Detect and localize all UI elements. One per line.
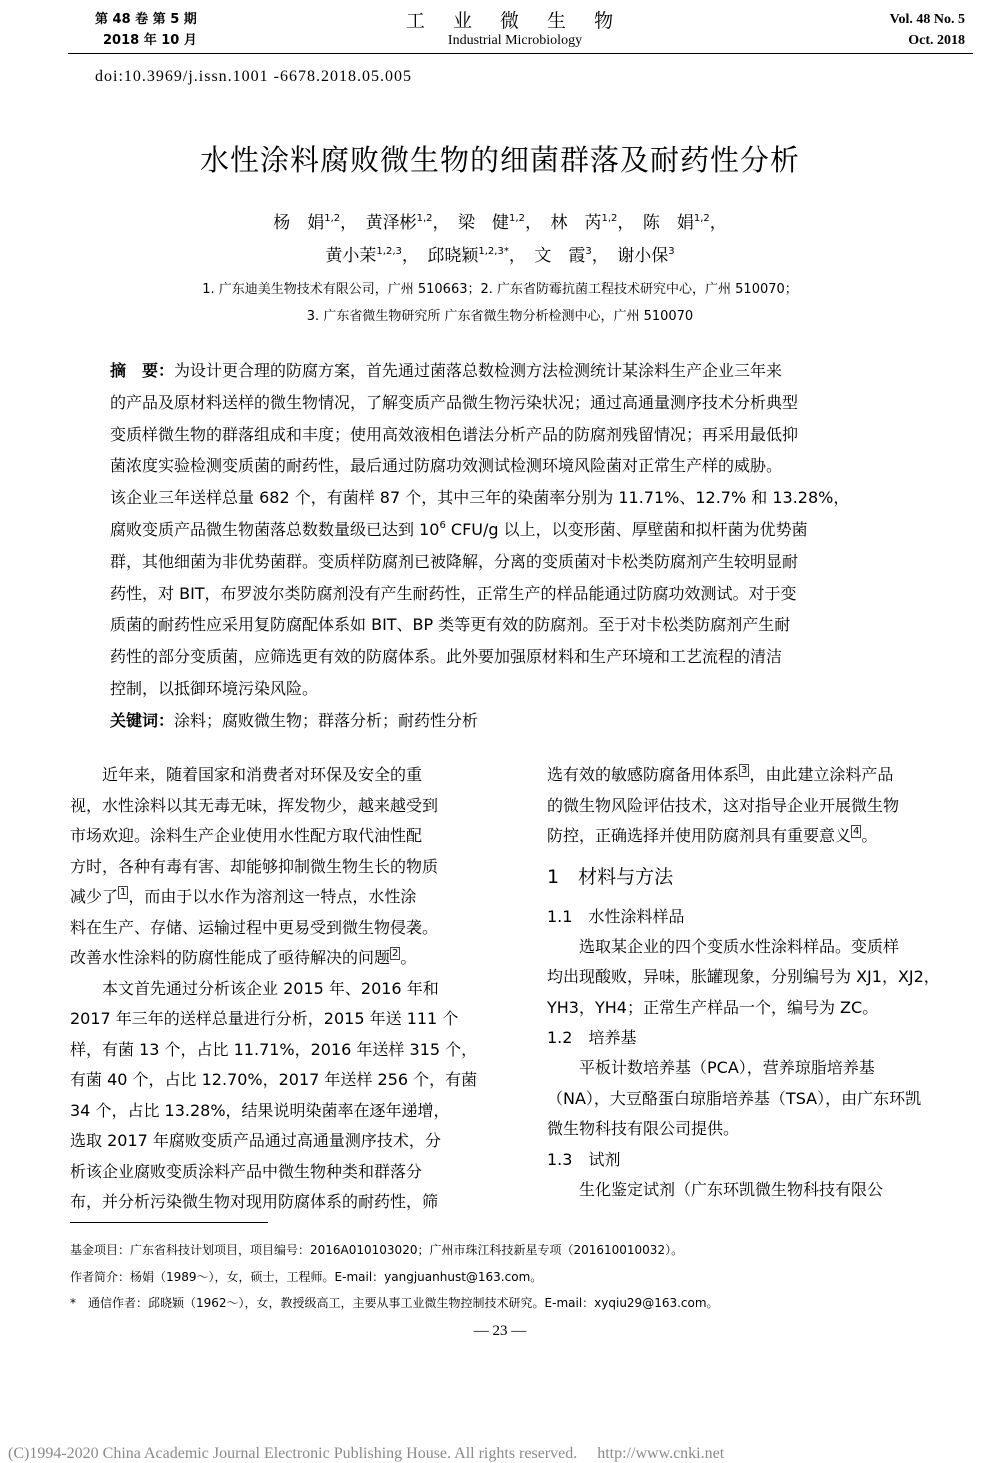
body-text-line: 的微生物风险评估技术，这对指导企业开展微生物 [547, 795, 900, 815]
footnote-rule [70, 1222, 268, 1223]
authors-line-1: 杨 娟$^{1,2}$， 黄泽彬$^{1,2}$， 梁 健$^{1,2}$， 林 芮$^{1,2}$， 陈 娟$^{1,2}$， [273, 213, 727, 233]
citation-mark: 1 [120, 887, 127, 898]
abstract-line: 摘 要：为设计更合理的防腐方案，首先通过菌落总数检测方法检测统计某涂料生产企业三年来 [110, 361, 783, 380]
header-journal-cn: 工 业 微 生 物 [405, 10, 625, 32]
affiliation-line-2: 3. 广东省微生物研究所 广东省微生物分析检测中心，广州 510070 [306, 309, 694, 324]
body-text-line: 视，水性涂料以其无毒无味，挥发物少，越来越受到 [70, 795, 439, 815]
body-text-line: 本文首先通过分析该企业 2015 年、2016 年和 [70, 978, 439, 998]
keywords-line [110, 708, 849, 740]
copyright-notice: (C)1994-2020 China Academic Journal Electronic Publishing House. All rights reserved. http://www.cnki.net [8, 1445, 725, 1462]
header-journal-en: Industrial Microbiology [447, 33, 583, 48]
right-column [547, 760, 987, 1205]
abstract-line: 质菌的耐药性应采用复防腐配体系如 BIT、BP 类等更有效的防腐剂。至于对卡松类防腐剂产生耐 [110, 615, 791, 635]
body-text-line: 选取某企业的四个变质水性涂料样品。变质样 [547, 936, 900, 956]
left-column [70, 760, 515, 1218]
author-affiliation-mark: 1,2 [693, 213, 710, 224]
author-name: 谢小保 [617, 246, 669, 266]
citation-mark: 4 [853, 826, 860, 837]
abstract-line: 菌浓度实验检测变质菌的耐药性，最后通过防腐功效测试检测环境风险菌对正常生产样的威胁。 [110, 456, 783, 476]
header-rule [68, 53, 973, 54]
author-name: 黄小茉 [325, 246, 377, 266]
body-text-line: （NA），大豆酪蛋白琼脂培养基（TSA），由广东环凯 [547, 1088, 922, 1108]
author-name: 邱晓颖 [427, 246, 479, 266]
citation-mark: 3 [741, 765, 748, 776]
author-affiliation-mark: 1,2,3* [478, 246, 509, 257]
body-text-line: 选有效的敏感防腐备用体系 $^3$ ，由此建立涂料产品 [547, 765, 894, 784]
page-number: — 23 — [473, 1323, 527, 1339]
author-name: 黄泽彬 [365, 213, 417, 233]
abstract-line: 腐败变质产品微生物菌落总数数量级已达到 $10^6$ CFU/g 以上，以变形菌、厚壁菌和拟杆菌为优势菌 [110, 519, 808, 539]
abstract-line: 控制，以抵御环境污染风险。 [110, 678, 319, 698]
abstract-line: 药性，对 BIT，布罗波尔类防腐剂没有产生耐药性，正常生产的样品能通过防腐功效测试。对于变 [110, 583, 797, 603]
body-text-line: 选取 2017 年腐败变质产品通过高通量测序技术，分 [70, 1131, 441, 1150]
author-name: 林 芮 [550, 213, 602, 233]
author-name: 陈 娟 [642, 213, 694, 233]
abstract-label: 摘 要： [110, 361, 175, 380]
body-text-line: 样，有菌 13 个，占比 11.71%，2016 年送样 315 个， [70, 1039, 478, 1059]
body-text-line: 布，并分析污染微生物对现用防腐体系的耐药性，筛 [70, 1192, 439, 1211]
abstract-line: 变质样微生物的群落组成和丰度；使用高效液相色谱法分析产品的防腐剂残留情况；再采用最低抑 [110, 424, 799, 444]
keywords-label: 关键词： [110, 710, 175, 730]
header-volume-en: Vol. 48 No. 5 [889, 12, 965, 27]
author-name: 梁 健 [458, 213, 510, 233]
footnote-author-bio: 作者简介：杨娟（1989～），女，硕士，工程师。E-mail：yangjuanhust@163.com。 [70, 1270, 543, 1284]
body-text-line: 34 个，占比 13.28%，结果说明染菌率在逐年递增， [70, 1100, 450, 1120]
body-text-line: 生化鉴定试剂（广东环凯微生物科技有限公 [547, 1179, 884, 1199]
doi: doi:10.3969/j.issn.1001 -6678.2018.05.005 [95, 68, 413, 85]
author-name: 文 霞 [534, 246, 586, 266]
body-text-line: 市场欢迎。涂料生产企业使用水性配方取代油性配 [70, 826, 423, 845]
abstract [110, 358, 849, 740]
section-1-3-heading: 1.3 试剂 [547, 1149, 621, 1169]
header-date-en: Oct. 2018 [908, 33, 965, 48]
author-affiliation-mark: 1,2 [324, 213, 341, 224]
header-volume-cn: 第 48 卷 第 5 期 [95, 12, 197, 27]
abstract-line: 群，其他细菌为非优势菌群。变质样防腐剂已被降解，分离的变质菌对卡松类防腐剂产生较明显耐 [110, 551, 799, 571]
affiliation-line-1: 1. 广东迪美生物技术有限公司，广州 510663；2. 广东省防霉抗菌工程技术研究中心，广州 510070； [202, 282, 798, 297]
abstract-line: 药性的部分变质菌，应筛选更有效的防腐体系。此外要加强原材料和生产环境和工艺流程的清洁 [110, 647, 783, 667]
author-affiliation-mark: 1,2 [416, 213, 433, 224]
header-date-cn: 2018 年 10 月 [103, 33, 197, 48]
footnote-corresponding: * 通信作者：邱晓颖（1962～），女，教授级高工，主要从事工业微生物控制技术研究。E-mail：xyqiu29@163.com。 [70, 1296, 719, 1310]
body-text-line: 料在生产、存储、运输过程中更易受到微生物侵袭。 [70, 917, 439, 937]
body-text-line: YH3，YH4；正常生产样品一个，编号为 ZC。 [547, 997, 879, 1017]
abstract-line: 该企业三年送样总量 682 个，有菌样 87 个，其中三年的染菌率分别为 11.71%、12.7% 和 13.28%， [110, 488, 850, 508]
abstract-line: 的产品及原材料送样的微生物情况，了解变质产品微生物污染状况；通过高通量测序技术分析典型 [110, 392, 799, 412]
section-1-heading: 1 材料与方法 [547, 865, 674, 888]
authors-line-2: 黄小茉$^{1,2,3}$， 邱晓颖$^{1,2,3*}$， 文 霞$^3$， 谢小保$^3$ [325, 246, 675, 266]
body-text-line: 防控，正确选择并使用防腐剂具有重要意义 $^4$ 。 [547, 826, 878, 845]
body-text-line: 析该企业腐败变质涂料产品中微生物种类和群落分 [70, 1161, 423, 1181]
superscript: 6 [439, 519, 446, 531]
body-text-line: 有菌 40 个，占比 12.70%，2017 年送样 256 个，有菌 [70, 1070, 478, 1089]
author-affiliation-mark: 1,2,3 [376, 246, 402, 257]
author-affiliation-mark: 3 [668, 246, 675, 257]
body-text-line: 微生物科技有限公司提供。 [547, 1119, 740, 1138]
body-text-line: 2017 年三年的送样总量进行分析，2015 年送 111 个 [70, 1009, 459, 1028]
author-affiliation-mark: 3 [585, 246, 592, 257]
body-text-line: 改善水性涂料的防腐性能成了亟待解决的问题 $^2$ 。 [70, 948, 417, 967]
author-name: 杨 娟 [273, 213, 325, 233]
body-text-line: 方时，各种有毒有害、却能够抑制微生物生长的物质 [70, 856, 439, 876]
citation-mark: 2 [392, 948, 399, 959]
body-text-line: 均出现酸败，异味，胀罐现象，分别编号为 XJ1，XJ2， [547, 967, 940, 986]
author-affiliation-mark: 1,2 [601, 213, 618, 224]
footnote-funding: 基金项目：广东省科技计划项目，项目编号：2016A010103020；广州市珠江科技新星专项（201610010032）。 [70, 1243, 684, 1257]
author-affiliation-mark: 1,2 [509, 213, 525, 224]
section-1-2-heading: 1.2 培养基 [547, 1028, 637, 1047]
body-text-line: 减少了 $^1$ ，而由于以水作为溶剂这一特点，水性涂 [70, 887, 417, 906]
keywords: 涂料；腐败微生物；群落分析；耐药性分析 [174, 710, 479, 730]
paper-title: 水性涂料腐败微生物的细菌群落及耐药性分析 [199, 143, 800, 177]
body-text-line: 平板计数培养基（PCA），营养琼脂培养基 [547, 1058, 875, 1077]
body-text-line: 近年来，随着国家和消费者对环保及安全的重 [70, 765, 423, 784]
section-1-1-heading: 1.1 水性涂料样品 [547, 906, 685, 926]
